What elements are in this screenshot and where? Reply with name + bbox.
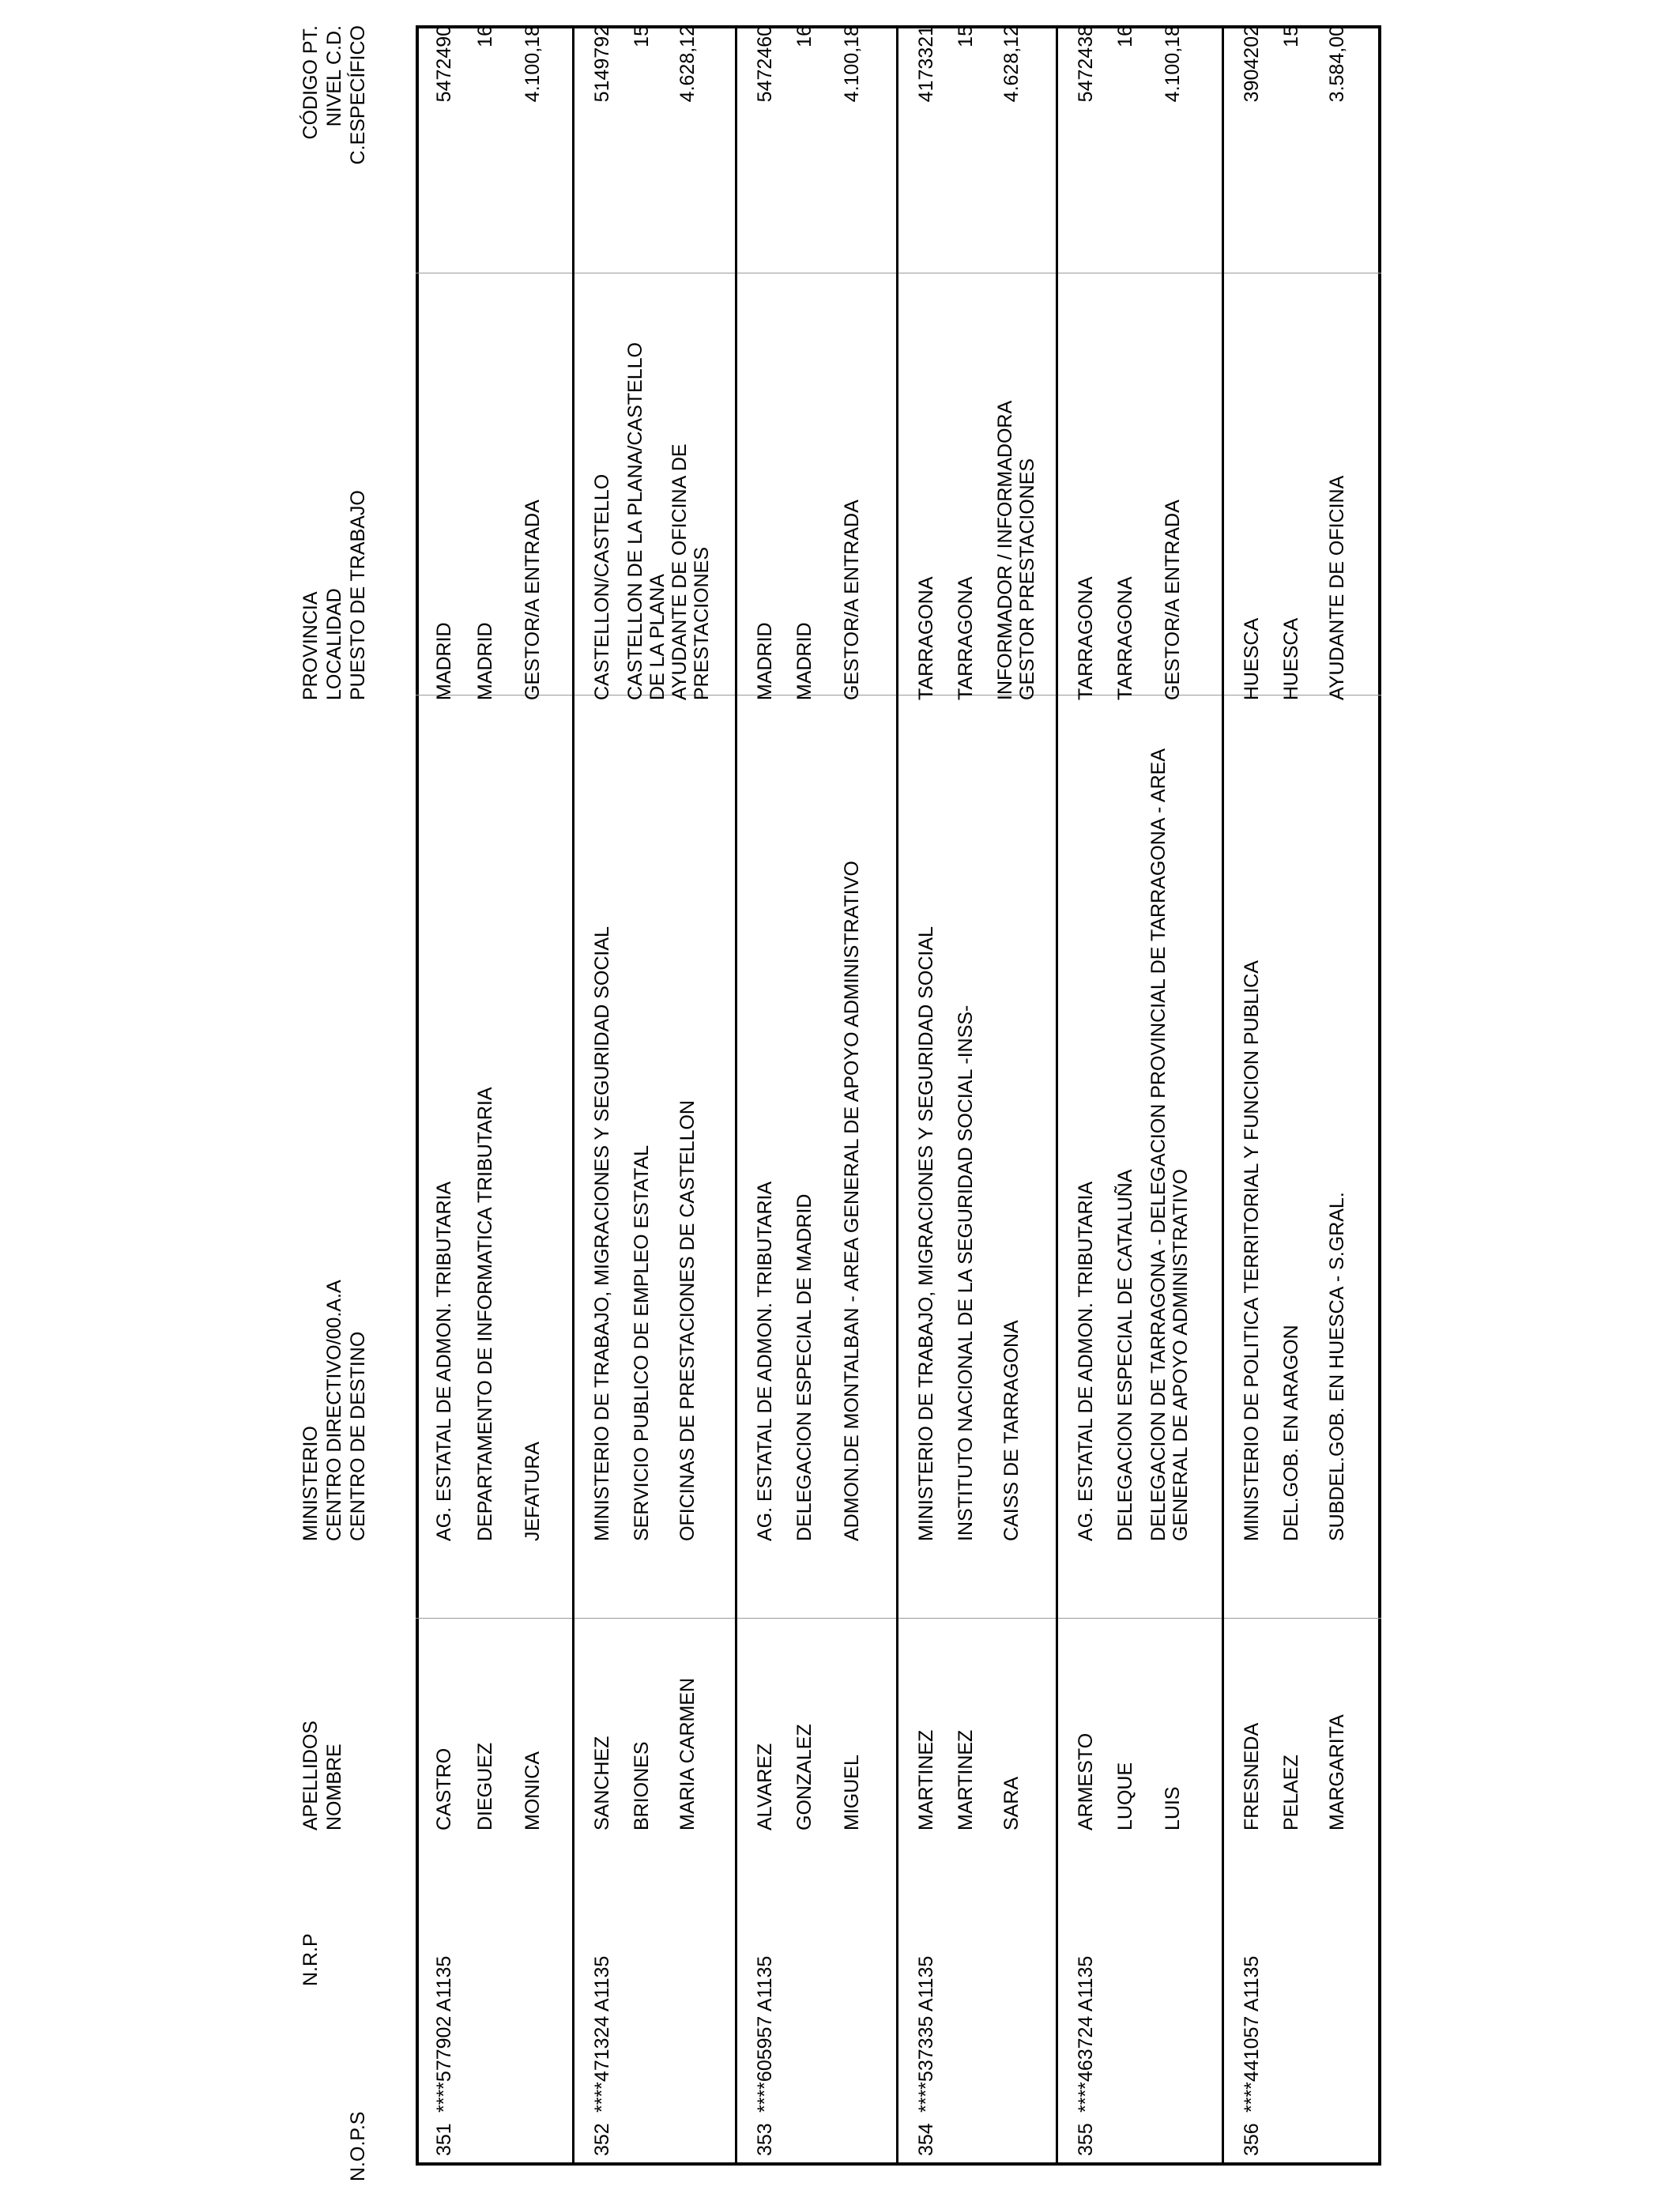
centro-destino-cell: ADMON.DE MONTALBAN - AREA GENERAL DE APOYO ADMINISTRATIVO [841,861,863,1541]
provincia-cell: TARRAGONA [1075,576,1097,700]
nombre-cell: LUIS [1162,1786,1184,1830]
especifico-cell: 4.100,18 [1162,25,1184,103]
localidad-cell: MADRID [793,622,816,700]
codigo-cell: 5149792 [591,25,613,103]
header-codigo-nivel-especifico: CÓDIGO PT. NIVEL C.D. C.ESPECÍFICO [299,25,369,165]
nops-cell: 356 [1241,2123,1263,2156]
header-nrp: N.R.P [299,1933,322,1986]
especifico-cell: 3.584,00 [1326,25,1348,103]
centro-destino-cell: DELEGACION DE TARRAGONA - DELEGACION PROVINCIAL DE TARRAGONA - AREA GENERAL DE APOYO ADMINISTRATIVO [1147,749,1192,1541]
puesto-cell: AYUDANTE DE OFICINA [1326,475,1348,700]
ministerio-cell: AG. ESTATAL DE ADMON. TRIBUTARIA [433,1181,455,1541]
nops-cell: 355 [1075,2123,1097,2156]
especifico-cell: 4.628,12 [1000,25,1023,103]
row-separator [1222,25,1224,2166]
nops-cell: 352 [591,2123,613,2156]
apellido2-cell: MARTINEZ [955,1729,977,1830]
ministerio-cell: AG. ESTATAL DE ADMON. TRIBUTARIA [754,1181,776,1541]
nrp-cell: ****471324 A1135 [591,1955,613,2113]
provincia-cell: TARRAGONA [915,576,937,700]
apellido1-cell: ALVAREZ [754,1743,776,1830]
apellido1-cell: ARMESTO [1075,1732,1097,1830]
nrp-cell: ****577902 A1135 [433,1955,455,2113]
nombre-cell: MIGUEL [841,1755,863,1830]
nivel-cell: 16 [1114,25,1136,47]
apellido1-cell: CASTRO [433,1747,455,1830]
centro-directivo-cell: DELEGACION ESPECIAL DE CATALUÑA [1114,1169,1136,1541]
row-separator [896,25,898,2166]
header-nops: N.O.P.S [347,2111,369,2181]
nops-cell: 353 [754,2123,776,2156]
column-guide [416,695,1381,696]
ministerio-cell: AG. ESTATAL DE ADMON. TRIBUTARIA [1075,1181,1097,1541]
apellido2-cell: PELAEZ [1280,1755,1302,1830]
row-separator [735,25,737,2166]
localidad-cell: TARRAGONA [1114,576,1136,700]
nivel-cell: 15 [955,25,977,47]
row-separator [572,25,574,2166]
ministerio-cell: MINISTERIO DE TRABAJO, MIGRACIONES Y SEGURIDAD SOCIAL [915,926,937,1541]
apellido1-cell: MARTINEZ [915,1729,937,1830]
nops-cell: 354 [915,2123,937,2156]
nombre-cell: SARA [1000,1776,1023,1830]
provincia-cell: MADRID [754,622,776,700]
localidad-cell: MADRID [474,622,496,700]
provincia-cell: CASTELLON/CASTELLO [591,473,613,700]
apellido2-cell: GONZALEZ [793,1724,816,1830]
centro-directivo-cell: INSTITUTO NACIONAL DE LA SEGURIDAD SOCIAL -INSS- [955,1005,977,1541]
nrp-cell: ****441057 A1135 [1241,1955,1263,2113]
apellido2-cell: LUQUE [1114,1762,1136,1830]
localidad-cell: HUESCA [1280,617,1302,700]
codigo-cell: 4173321 [915,25,937,103]
header-ministerio-centro: MINISTERIO CENTRO DIRECTIVO/00.A.A CENTRO DE DESTINO [299,1280,369,1541]
centro-directivo-cell: DEL.GOB. EN ARAGON [1280,1325,1302,1541]
especifico-cell: 4.628,12 [676,25,699,103]
nivel-cell: 16 [793,25,816,47]
provincia-cell: MADRID [433,622,455,700]
codigo-cell: 3904202 [1241,25,1263,103]
table-frame [416,25,1381,2166]
nivel-cell: 15 [631,25,653,47]
centro-directivo-cell: DELEGACION ESPECIAL DE MADRID [793,1193,816,1541]
puesto-cell: GESTOR/A ENTRADA [1162,499,1184,700]
header-provincia-puesto: PROVINCIA LOCALIDAD PUESTO DE TRABAJO [299,490,369,700]
centro-destino-cell: CAISS DE TARRAGONA [1000,1320,1023,1541]
nrp-cell: ****463724 A1135 [1075,1955,1097,2113]
nrp-cell: ****537335 A1135 [915,1955,937,2113]
puesto-cell: AYUDANTE DE OFICINA DE PRESTACIONES [669,443,713,700]
especifico-cell: 4.100,18 [841,25,863,103]
apellido1-cell: FRESNEDA [1241,1722,1263,1830]
localidad-cell: CASTELLON DE LA PLANA/CASTELLO DE LA PLANA [624,342,669,700]
nops-cell: 351 [433,2123,455,2156]
header-apellidos-nombre: APELLIDOS NOMBRE [299,1721,345,1830]
nivel-cell: 15 [1280,25,1302,47]
apellido1-cell: SANCHEZ [591,1736,613,1830]
especifico-cell: 4.100,18 [522,25,544,103]
apellido2-cell: BRIONES [631,1741,653,1830]
puesto-cell: INFORMADOR / INFORMADORA GESTOR PRESTACIONES [994,401,1038,700]
provincia-cell: HUESCA [1241,617,1263,700]
nivel-cell: 16 [474,25,496,47]
nombre-cell: MONICA [522,1751,544,1830]
centro-destino-cell: JEFATURA [522,1442,544,1541]
codigo-cell: 5472490 [433,25,455,103]
column-guide [416,1618,1381,1619]
centro-destino-cell: OFICINAS DE PRESTACIONES DE CASTELLON [676,1100,699,1541]
row-separator [1056,25,1058,2166]
ministerio-cell: MINISTERIO DE TRABAJO, MIGRACIONES Y SEGURIDAD SOCIAL [591,926,613,1541]
centro-directivo-cell: DEPARTAMENTO DE INFORMATICA TRIBUTARIA [474,1087,496,1541]
puesto-cell: GESTOR/A ENTRADA [841,499,863,700]
ministerio-cell: MINISTERIO DE POLITICA TERRITORIAL Y FUNCION PUBLICA [1241,960,1263,1541]
apellido2-cell: DIEGUEZ [474,1742,496,1830]
centro-directivo-cell: SERVICIO PUBLICO DE EMPLEO ESTATAL [631,1144,653,1541]
nombre-cell: MARIA CARMEN [676,1677,699,1830]
localidad-cell: TARRAGONA [955,576,977,700]
puesto-cell: GESTOR/A ENTRADA [522,499,544,700]
centro-destino-cell: SUBDEL.GOB. EN HUESCA - S.GRAL. [1326,1192,1348,1541]
codigo-cell: 5472438 [1075,25,1097,103]
codigo-cell: 5472460 [754,25,776,103]
nrp-cell: ****605957 A1135 [754,1955,776,2113]
nombre-cell: MARGARITA [1326,1714,1348,1830]
